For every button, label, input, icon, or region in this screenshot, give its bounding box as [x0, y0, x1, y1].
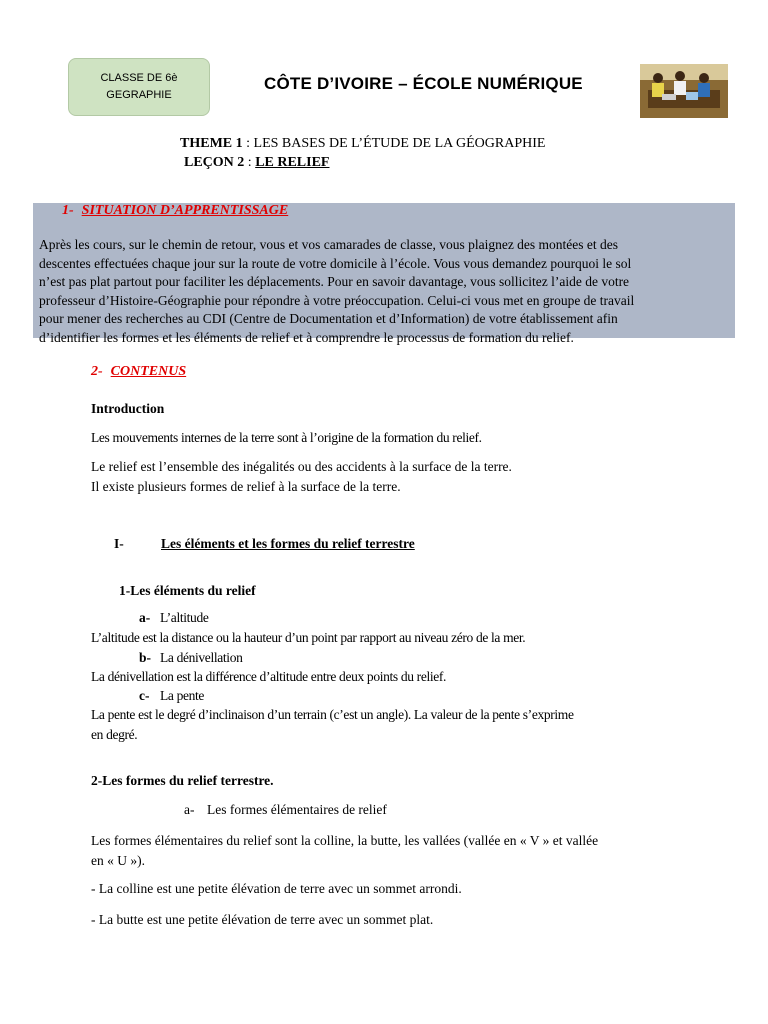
- theme-label: THEME 1: [180, 136, 243, 151]
- item-text-pente-1: La pente est le degré d’inclinaison d’un terrain (c’est un angle). La valeur de la pente s’exprime: [91, 707, 574, 722]
- subsection-title-forms: 2-Les formes du relief terrestre.: [91, 773, 274, 788]
- part-number: I-: [114, 536, 124, 551]
- class-label-box: [68, 58, 210, 116]
- learning-situation-text: [39, 236, 735, 347]
- intro-paragraph-1: Les mouvements internes de la terre sont à l’origine de la formation du relief.: [91, 430, 482, 445]
- class-level: CLASSE DE 6è: [100, 72, 178, 84]
- theme-line: [180, 136, 545, 152]
- item-title-denivellation: La dénivellation: [160, 650, 243, 665]
- item-label-c: c-: [139, 688, 150, 703]
- introduction-heading: Introduction: [91, 401, 165, 416]
- lesson-title: LE RELIEF: [255, 155, 330, 170]
- item-label-a: a-: [139, 610, 151, 625]
- item-label-b: b-: [139, 650, 152, 665]
- classroom-photo-image: [640, 64, 728, 118]
- intro-paragraph-2a: Le relief est l’ensemble des inégalités ou des accidents à la surface de la terre.: [91, 459, 512, 474]
- forms-text-1: Les formes élémentaires du relief sont la colline, la butte, les vallées (vallée en « V » et vallée: [91, 833, 599, 848]
- classroom-photo: [640, 64, 728, 118]
- section-number: 1-: [62, 203, 74, 218]
- learning-situation-heading: [62, 203, 288, 219]
- section-title: CONTENUS: [110, 364, 187, 379]
- contents-heading: [91, 364, 186, 380]
- situation-line: professeur d’Histoire-Géographie pour répondre à votre préoccupation. Celui-ci vous met en groupe de travail: [39, 292, 635, 308]
- intro-paragraph-2b: Il existe plusieurs formes de relief à la surface de la terre.: [91, 479, 401, 494]
- lesson-label: LEÇON 2: [184, 155, 245, 170]
- document-title: CÔTE D’IVOIRE – ÉCOLE NUMÉRIQUE: [264, 74, 583, 93]
- situation-line: n’est pas plat partout pour faciliter les déplacements. Pour en savoir davantage, vous sollicitez l’aide de votre: [39, 274, 630, 289]
- lesson-separator: :: [244, 155, 256, 170]
- colline-definition: - La colline est une petite élévation de terre avec un sommet arrondi.: [91, 881, 462, 896]
- situation-line: Après les cours, sur le chemin de retour, vous et vos camarades de classe, vous plaignez des montées et des: [39, 237, 619, 252]
- subsection-title-elements: 1-Les éléments du relief: [119, 583, 256, 598]
- part-title: Les éléments et les formes du relief terrestre: [161, 536, 415, 551]
- situation-line: d’identifier les formes et les éléments de relief et à comprendre le processus de formation du relief.: [39, 329, 574, 345]
- subitem-label-a: a-: [184, 802, 195, 817]
- item-title-pente: La pente: [160, 688, 205, 703]
- situation-line: pour mener des recherches au CDI (Centre de Documentation et d’Information) de votre établissement afin: [39, 311, 618, 326]
- section-title: SITUATION D’APPRENTISSAGE: [81, 203, 289, 218]
- item-text-pente-2: en degré.: [91, 727, 138, 742]
- section-number: 2-: [91, 364, 103, 379]
- item-text-denivellation: La dénivellation est la différence d’altitude entre deux points du relief.: [91, 669, 447, 684]
- situation-line: descentes effectuées chaque jour sur la route de votre domicile à l’école. Vous vous demandez pourquoi le sol: [39, 255, 632, 271]
- subitem-title-elementary-forms: Les formes élémentaires de relief: [207, 802, 387, 817]
- theme-text: : LES BASES DE L’ÉTUDE DE LA GÉOGRAPHIE: [242, 136, 546, 151]
- item-text-altitude: L’altitude est la distance ou la hauteur d’un point par rapport au niveau zéro de la mer.: [91, 630, 526, 645]
- item-title-altitude: L’altitude: [160, 610, 209, 625]
- butte-definition: - La butte est une petite élévation de terre avec un sommet plat.: [91, 912, 434, 927]
- lesson-line: [184, 155, 330, 171]
- class-subject: GEGRAPHIE: [106, 89, 172, 101]
- forms-text-2: en « U »).: [91, 853, 145, 868]
